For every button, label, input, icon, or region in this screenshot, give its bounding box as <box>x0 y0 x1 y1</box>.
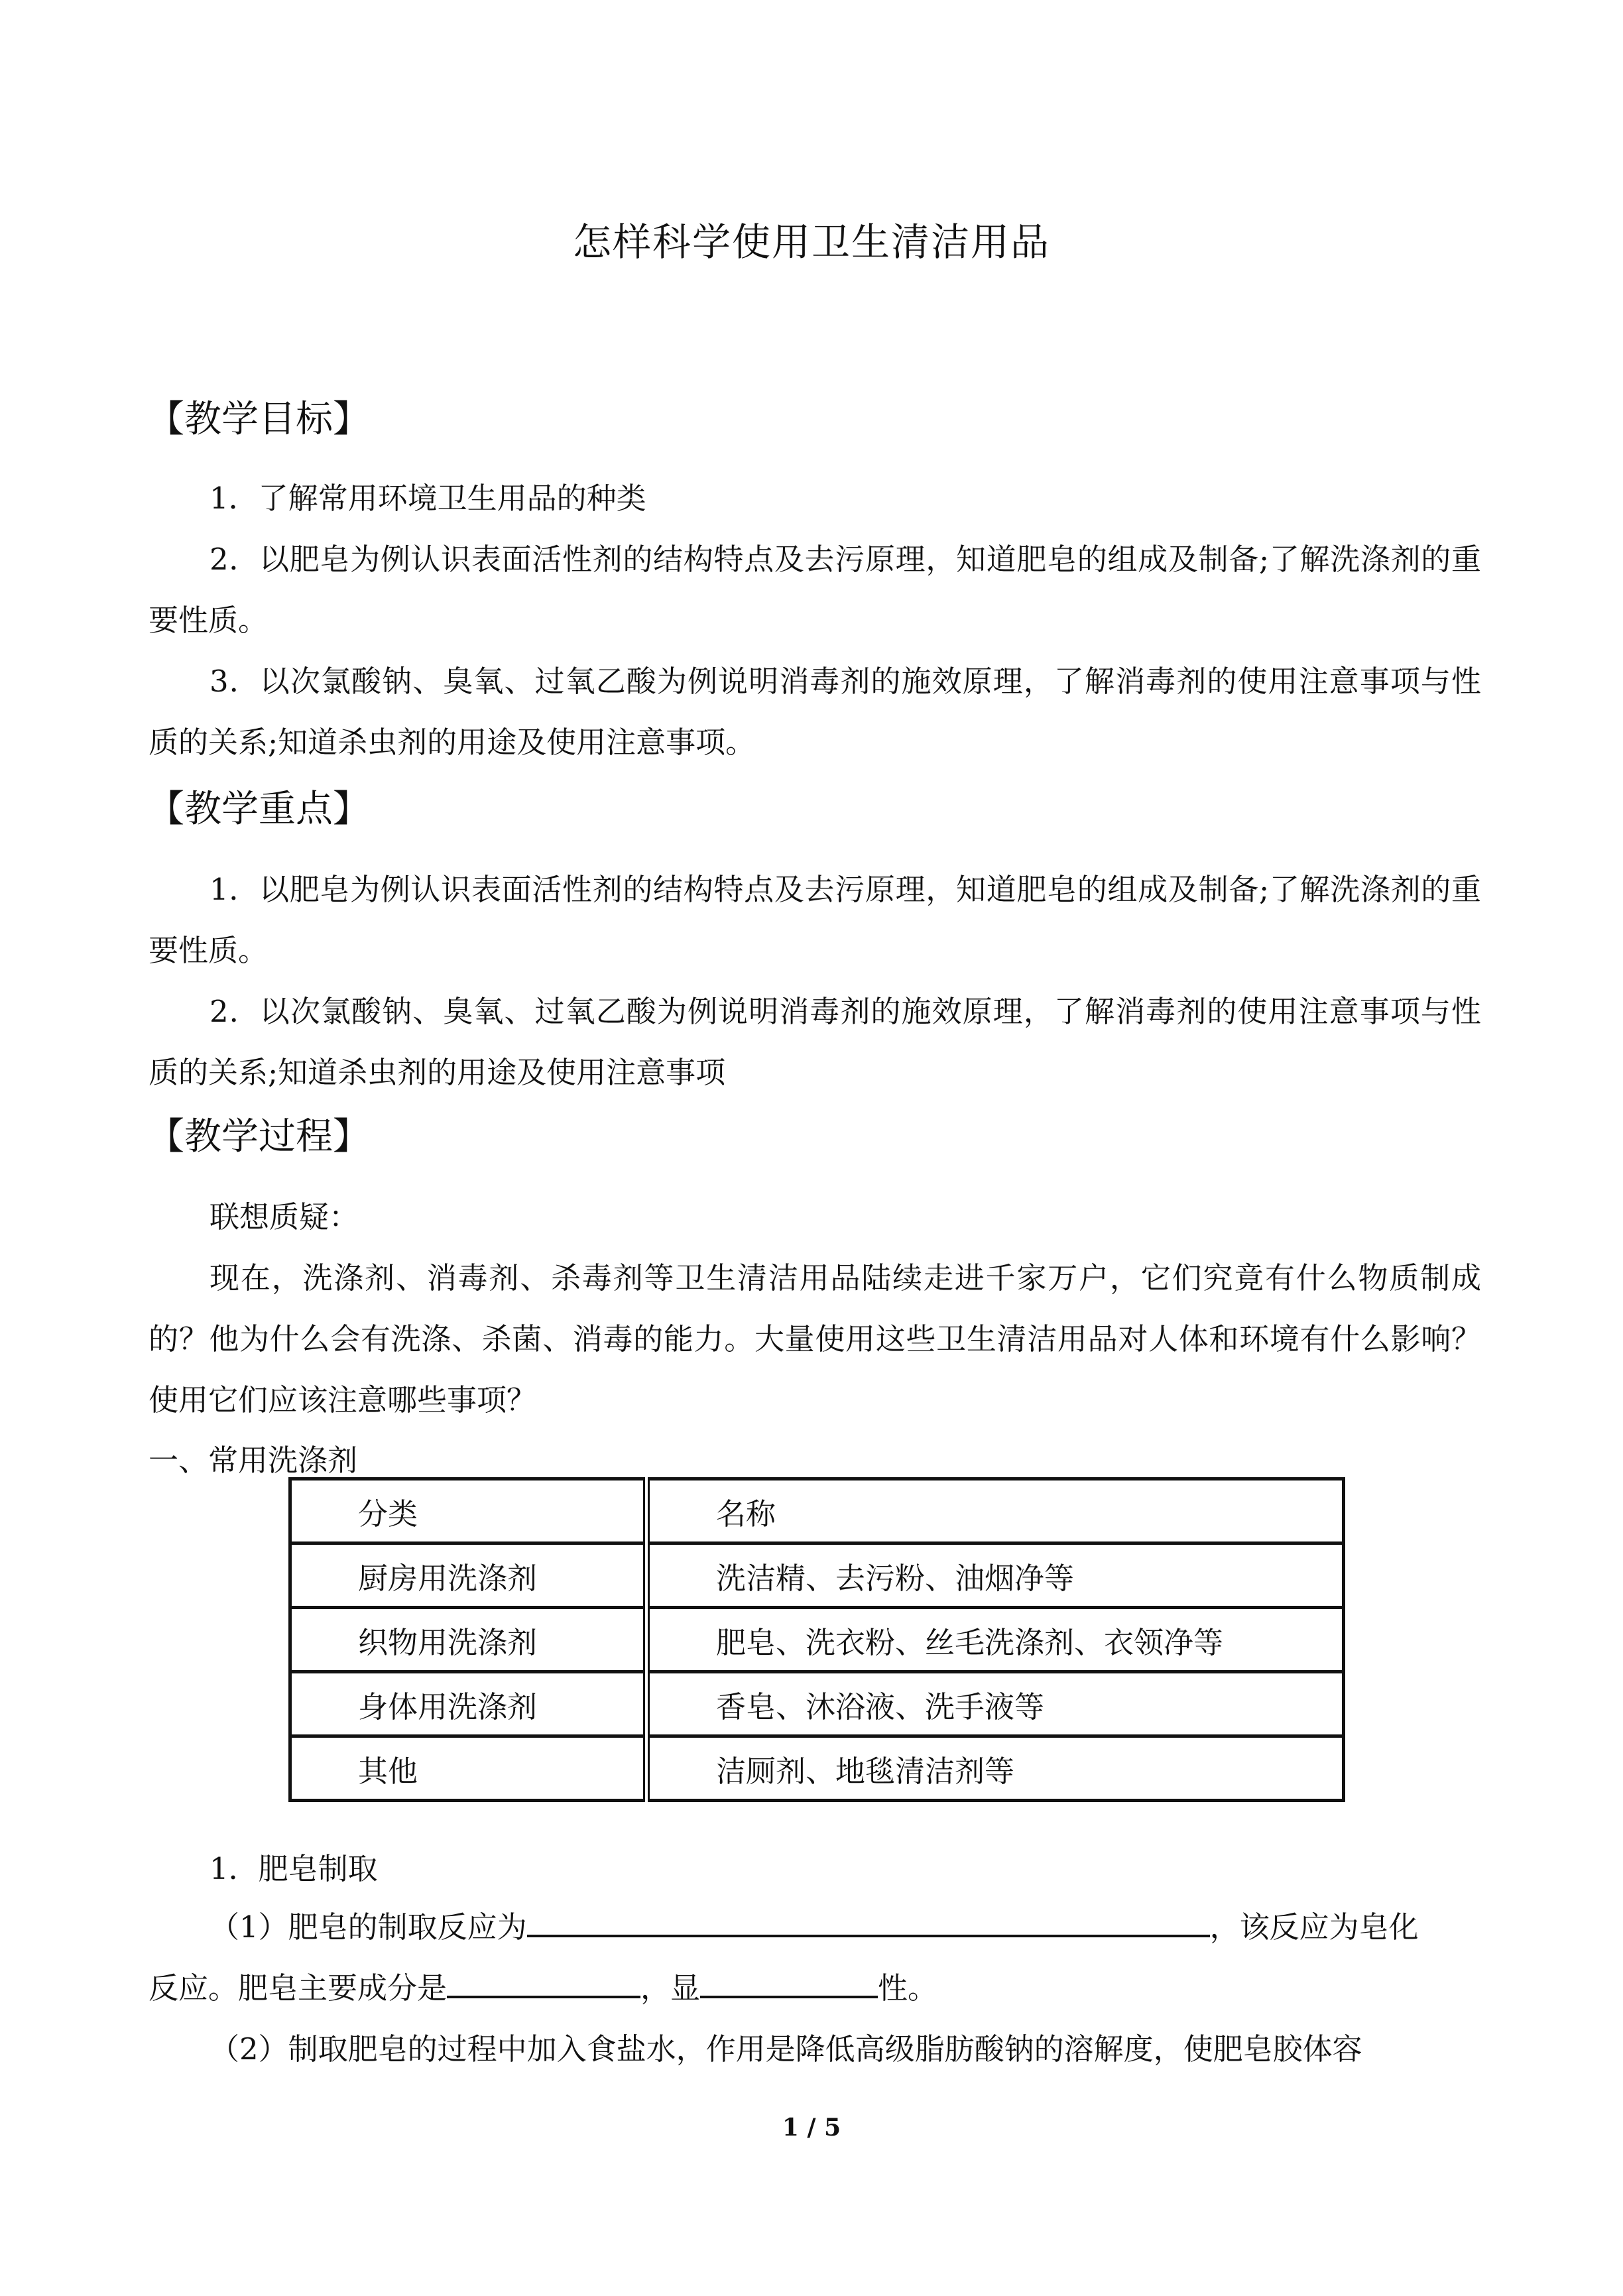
table-cell-category: 其他 <box>290 1736 647 1801</box>
objective-item-2: 2．以肥皂为例认识表面活性剂的结构特点及去污原理，知道肥皂的组成及制备;了解洗涤剂的重要性质。 <box>149 542 1481 638</box>
soap-q1-suffix: ，该反应为皂化 <box>1209 1909 1419 1945</box>
document-title: 怎样科学使用卫生清洁用品 <box>572 219 1050 265</box>
soap-q1-line2-suffix: 性。 <box>878 1970 938 2006</box>
table-cell-name: 洁厕剂、地毯清洁剂等 <box>646 1736 1344 1801</box>
table-row <box>290 1543 1344 1608</box>
key-point-item-2: 2．以次氯酸钠、臭氧、过氧乙酸为例说明消毒剂的施效原理，了解消毒剂的使用注意事项与性质的关系;知道杀虫剂的用途及使用注意事项 <box>149 994 1481 1090</box>
table-cell-category: 身体用洗涤剂 <box>290 1672 647 1736</box>
intro-label: 联想质疑： <box>210 1199 359 1235</box>
soap-question-2: （2）制取肥皂的过程中加入食盐水，作用是降低高级脂肪酸钠的溶解度，使肥皂胶体容 <box>210 2031 1362 2067</box>
table-cell-category: 厨房用洗涤剂 <box>290 1543 647 1608</box>
section-heading-process: 【教学过程】 <box>147 1115 370 1158</box>
table-header-name: 名称 <box>646 1479 1344 1543</box>
soap-heading: 1．肥皂制取 <box>210 1851 378 1886</box>
answer-blank-main-component[interactable] <box>447 1968 640 1998</box>
table-cell-name: 肥皂、洗衣粉、丝毛洗涤剂、衣领净等 <box>646 1608 1344 1672</box>
table-cell-name: 洗洁精、去污粉、油烟净等 <box>646 1543 1344 1608</box>
soap-q1-line2-mid: ，显 <box>640 1970 701 2006</box>
table-row <box>290 1736 1344 1801</box>
section-heading-key-points: 【教学重点】 <box>147 788 370 831</box>
table-cell-name: 香皂、沐浴液、洗手液等 <box>646 1672 1344 1736</box>
table-header-category: 分类 <box>290 1479 647 1543</box>
table-row <box>290 1608 1344 1672</box>
table-cell-category: 织物用洗涤剂 <box>290 1608 647 1672</box>
key-point-item-1: 1．以肥皂为例认识表面活性剂的结构特点及去污原理，知道肥皂的组成及制备;了解洗涤剂的重要性质。 <box>149 872 1481 968</box>
soap-question-1-line-2 <box>149 1964 937 2007</box>
page-number: 1 / 5 <box>782 2114 841 2142</box>
detergent-table <box>288 1477 1345 1802</box>
subheading-detergents: 一、常用洗涤剂 <box>149 1443 358 1478</box>
section-heading-objectives: 【教学目标】 <box>147 398 370 441</box>
objective-item-3: 3．以次氯酸钠、臭氧、过氧乙酸为例说明消毒剂的施效原理，了解消毒剂的使用注意事项与性质的关系;知道杀虫剂的用途及使用注意事项。 <box>149 664 1481 760</box>
table-row <box>290 1672 1344 1736</box>
objective-item-1: 1．了解常用环境卫生用品的种类 <box>210 481 646 516</box>
answer-blank-reaction[interactable] <box>527 1907 1210 1937</box>
intro-text: 现在，洗涤剂、消毒剂、杀毒剂等卫生清洁用品陆续走进千家万户，它们究竟有什么物质制成的？他为什么会有洗涤、杀菌、消毒的能力。大量使用这些卫生清洁用品对人体和环境有什么影响？使用它们应该注意哪些事项？ <box>149 1260 1481 1418</box>
soap-question-1 <box>210 1903 1419 1946</box>
table-header-row <box>290 1479 1344 1543</box>
answer-blank-property[interactable] <box>700 1968 878 1998</box>
soap-q1-line2-prefix: 反应。肥皂主要成分是 <box>149 1970 448 2006</box>
soap-q1-prefix: （1）肥皂的制取反应为 <box>210 1909 527 1945</box>
